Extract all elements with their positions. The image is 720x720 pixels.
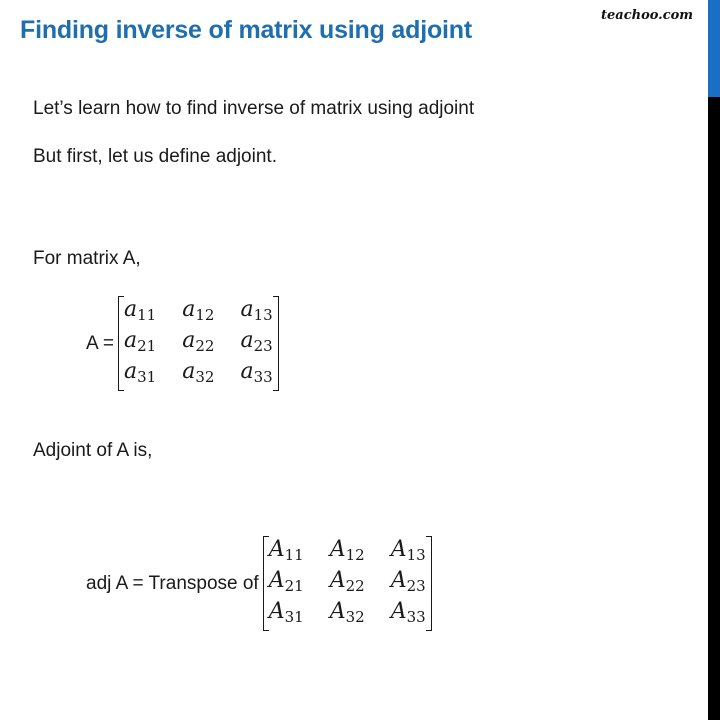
matrix-a-equation [86, 296, 279, 391]
brand-logo: teachoo.com [601, 8, 694, 23]
intro-text: Let’s learn how to find inverse of matrix using adjoint [33, 98, 475, 119]
matrix-cell: $a_{31}$ [124, 359, 157, 386]
matrix-cell: $A_{23}$ [390, 568, 426, 595]
matrix-cell: $A_{32}$ [329, 599, 365, 626]
adjoint-label: adj A = Transpose of [86, 572, 259, 594]
matrix-cell: $a_{22}$ [182, 328, 215, 355]
matrix-a-label: A = [86, 332, 114, 354]
edge-bar [708, 0, 720, 720]
matrix-cell: $a_{12}$ [182, 297, 215, 324]
adjoint-equation [86, 536, 432, 631]
adjoint-heading: Adjoint of A is, [33, 440, 153, 461]
matrix-cell: $a_{32}$ [182, 359, 215, 386]
matrix-cell: $A_{11}$ [268, 537, 304, 564]
define-text: But first, let us define adjoint. [33, 146, 277, 167]
matrix-cell: $A_{21}$ [268, 568, 304, 595]
matrix-cell: $a_{11}$ [124, 297, 157, 324]
edge-accent [708, 0, 720, 97]
matrix-cell: $A_{31}$ [268, 599, 304, 626]
matrix-cell: $a_{23}$ [240, 328, 273, 355]
matrix-cell: $A_{13}$ [390, 537, 426, 564]
matrix-cell: $A_{22}$ [329, 568, 365, 595]
matrix-a [118, 296, 279, 391]
matrix-cell: $A_{33}$ [390, 599, 426, 626]
matrix-cell: $a_{21}$ [124, 328, 157, 355]
matrix-cell: $a_{33}$ [240, 359, 273, 386]
page-title: Finding inverse of matrix using adjoint [20, 16, 472, 44]
matrix-cell: $a_{13}$ [240, 297, 273, 324]
for-matrix-text: For matrix A, [33, 248, 141, 269]
matrix-cell: $A_{12}$ [329, 537, 365, 564]
cofactor-matrix [263, 536, 432, 631]
